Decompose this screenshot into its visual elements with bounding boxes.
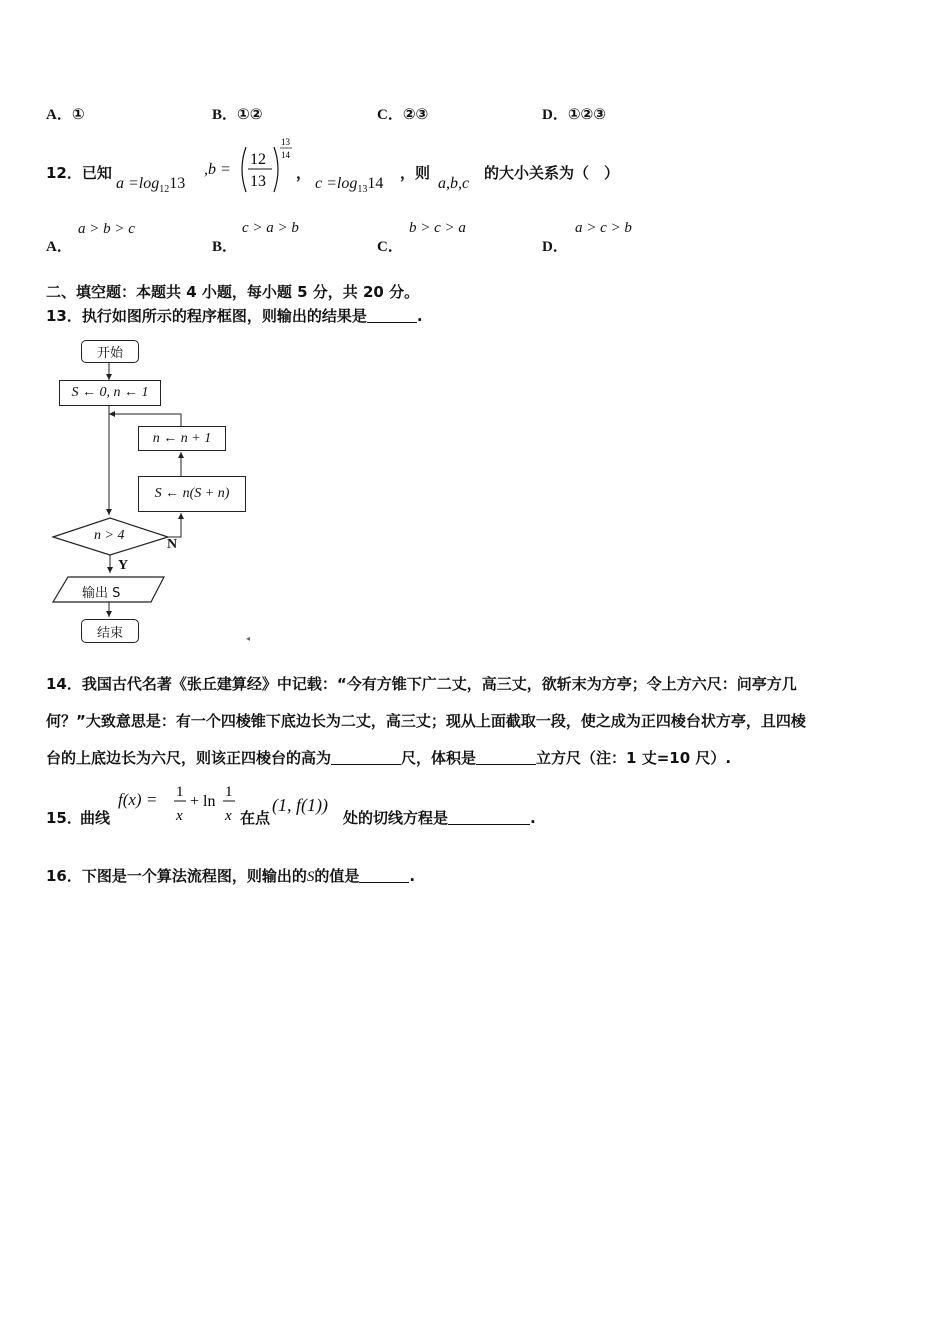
q16-text-a: 16．下图是一个算法流程图，则输出的 <box>46 867 307 885</box>
flowchart-start <box>81 340 139 363</box>
q12-vars: a,b,c <box>438 175 470 192</box>
answer-blank <box>367 308 417 323</box>
right-paren <box>274 147 278 192</box>
arrow-decision-update <box>168 513 181 537</box>
q12-c-expr: c =log <box>315 175 358 192</box>
q16-var: S <box>306 869 315 885</box>
q15-plus-ln: + ln <box>190 793 216 810</box>
end-label: 结束 <box>96 625 123 641</box>
option-letter: D． <box>542 107 568 123</box>
q16-text <box>46 865 415 886</box>
q14-text-a: 台的上底边长为六尺，则该正四棱台的高为 <box>46 749 332 767</box>
q13-text <box>46 305 423 326</box>
q12-option-b-letter: B． <box>212 239 238 255</box>
q12-c-base: 13 <box>357 184 368 196</box>
q11-option-c <box>377 103 428 124</box>
q15-rhs <box>172 780 242 826</box>
arrow-loop-back <box>109 414 181 426</box>
q14-line-3 <box>46 747 731 768</box>
q11-option-a <box>46 103 85 124</box>
answer-blank <box>359 868 409 883</box>
update-label: S ← n(S + n) <box>154 486 230 501</box>
q12-b-exp-den: 14 <box>281 150 290 160</box>
flowchart-init <box>59 380 161 406</box>
answer-blank-height <box>331 750 401 765</box>
flowchart-increment <box>138 426 226 451</box>
option-text: ①②③ <box>567 105 606 123</box>
q15-tail-line <box>343 807 536 828</box>
q12-a-expr: a =log <box>116 175 160 192</box>
init-label: S ← 0, n ← 1 <box>71 385 149 400</box>
q15-tail: 处的切线方程是 <box>343 809 449 827</box>
answer-blank <box>448 810 530 825</box>
q16-period: . <box>409 867 416 885</box>
section-heading: 二、填空题：本题共 4 小题，每小题 5 分，共 20 分。 <box>46 283 420 301</box>
q12-b-exp-num: 13 <box>281 137 290 147</box>
q14-line-1: 14．我国古代名著《张丘建算经》中记载：“今有方锥下广二丈，高三丈，欲斩末为方亭；令上方六尺：问亭方几 <box>46 675 797 693</box>
q14-line-2: 何？”大致意思是：有一个四棱锥下底边长为二丈，高三丈；现从上面截取一段，使之成为正四棱台状方亭，且四棱 <box>46 712 806 730</box>
start-label: 开始 <box>96 346 123 361</box>
q12-b-fraction <box>238 136 298 200</box>
option-text: ①② <box>237 105 263 123</box>
q15-point: (1, f(1)) <box>272 795 328 815</box>
increment-label: n ← n + 1 <box>152 430 212 446</box>
q12-number-lead <box>46 162 112 183</box>
option-text: ②③ <box>402 105 429 123</box>
q12-option-b-expr: c > a > b <box>242 220 299 236</box>
q12-lead: 已知 <box>81 164 112 182</box>
q12-comma1: ， <box>296 164 312 182</box>
q12-a-base: 12 <box>159 184 170 196</box>
q12-a-arg: 13 <box>169 175 186 192</box>
q14-text-c: 立方尺（注：1 丈=10 尺）. <box>536 749 732 767</box>
q16-text-b: 的值是 <box>314 867 360 885</box>
q11-option-b <box>212 103 262 124</box>
q12-b-num: 12 <box>250 151 266 168</box>
q15-func: f(x) = <box>118 790 158 809</box>
q15-frac1-den: x <box>176 808 183 824</box>
left-paren <box>242 147 246 192</box>
option-letter: B． <box>212 107 238 123</box>
q12-tail: 的大小关系为（ ） <box>484 164 620 182</box>
no-label: N <box>167 537 178 552</box>
q15-mid: 在点 <box>240 809 271 827</box>
flowchart-end <box>81 619 139 643</box>
q12-a-definition <box>116 173 185 195</box>
q15-frac2-num: 1 <box>225 784 233 800</box>
q12-option-a-expr: a > b > c <box>78 221 135 237</box>
q12-option-c-expr: b > c > a <box>409 220 466 236</box>
option-text: ① <box>71 105 85 123</box>
q15-period: . <box>530 809 536 827</box>
q13-period: . <box>416 307 423 325</box>
option-letter: A． <box>46 107 72 123</box>
q12-option-a-letter: A． <box>46 239 72 255</box>
q12-c-definition <box>315 173 383 195</box>
yes-label: Y <box>118 558 129 573</box>
option-letter: C． <box>377 107 403 123</box>
q12-option-d-expr: a > c > b <box>575 220 632 236</box>
q12-number: 12． <box>46 164 82 182</box>
q14-text-b: 尺，体积是 <box>401 749 477 767</box>
q12-b-expr: ,b = <box>204 161 231 178</box>
q15-number: 15． <box>46 809 82 827</box>
output-label: 输出 S <box>82 586 121 601</box>
decision-label: n > 4 <box>94 528 125 543</box>
q12-b-den: 13 <box>250 173 266 190</box>
q13-question: 13．执行如图所示的程序框图，则输出的结果是 <box>46 307 367 325</box>
q15-lead: 曲线 <box>80 809 111 827</box>
q15-frac1-num: 1 <box>176 784 184 800</box>
q12-option-d-letter: D． <box>542 239 568 255</box>
flowchart-update <box>138 476 246 512</box>
q12-comma2: ，则 <box>400 164 431 182</box>
q11-option-d <box>542 103 606 124</box>
q15-frac2-den: x <box>225 808 232 824</box>
answer-blank-volume <box>476 750 536 765</box>
stray-mark: ◂ <box>246 634 251 643</box>
q12-c-arg: 14 <box>367 175 384 192</box>
q12-option-c-letter: C． <box>377 239 403 255</box>
